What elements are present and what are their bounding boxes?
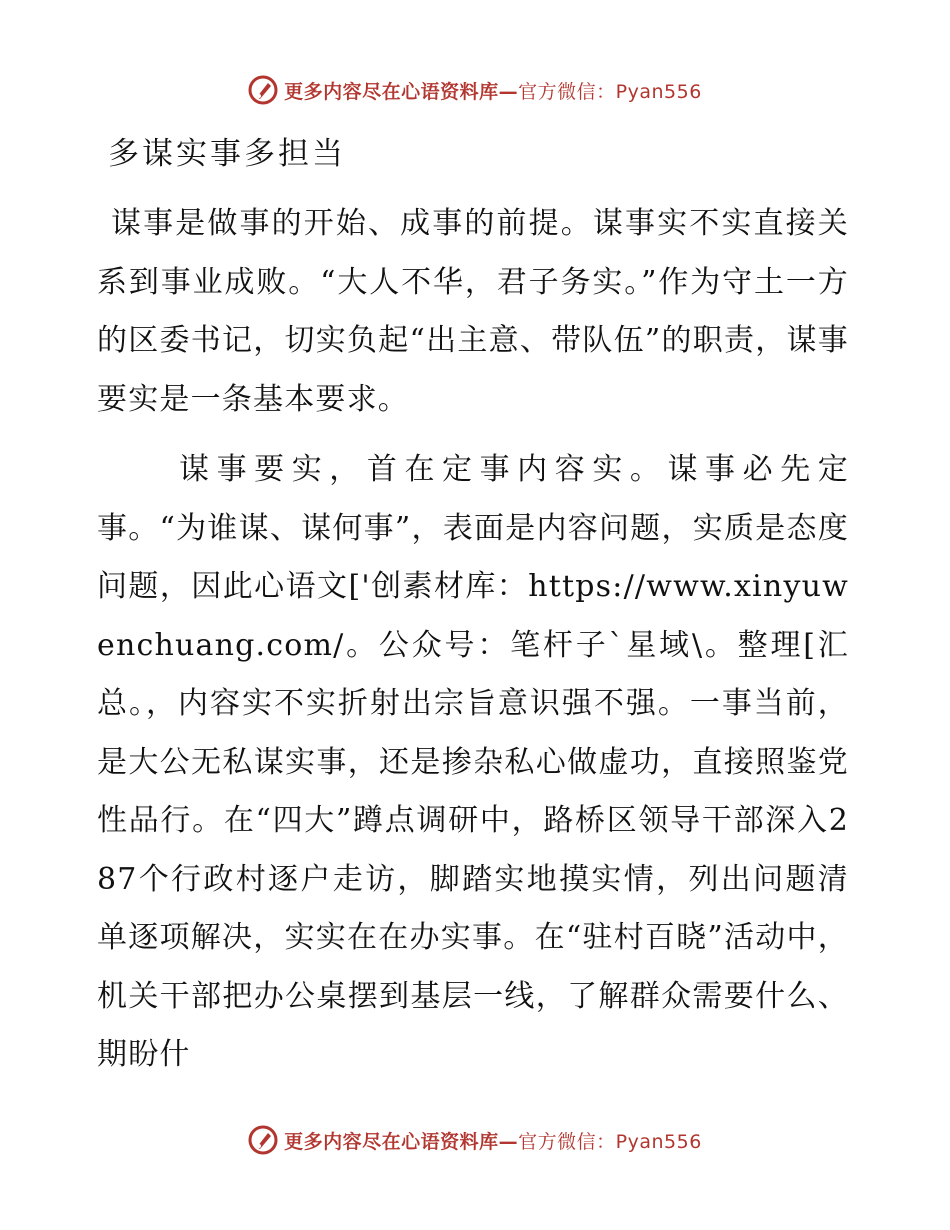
- footer-banner: [0, 1120, 950, 1160]
- footer-banner-text: 更多内容尽在心语资料库—官方微信：Pyan556: [284, 1130, 702, 1153]
- pen-nib-logo-icon: [248, 75, 278, 105]
- paragraph-2: 谋事要实，首在定事内容实。谋事必先定事。“为谁谋、谋何事”，表面是内容问题，实质是态度问题，因此心语文['创素材库：https://www.xinyuwenchuang.com/。公众号：笔杆子`星域\。整理[汇总。，内容实不实折射出宗旨意识强不强。一事当前，是大公无私谋实事，还是掺杂私心做虚功，直接照鉴党性品行。在“四大”蹲点调研中，路桥区领导干部深入287个行政村逐户走访，脚踏实地摸实情，列出问题清单逐项解决，实实在在办实事。在“驻村百晓”活动中，机关干部把办公桌摆到基层一线，了解群众需要什么、期盼什: [97, 452, 849, 1072]
- header-banner-contact: 官方微信：Pyan556: [518, 80, 702, 103]
- footer-banner-contact: 官方微信：Pyan556: [518, 1130, 702, 1153]
- header-banner: [0, 70, 950, 110]
- footer-banner-content: [248, 1125, 702, 1155]
- header-banner-text: 更多内容尽在心语资料库—官方微信：Pyan556: [284, 80, 702, 103]
- document-title: 多谋实事多担当: [108, 136, 346, 172]
- document-body: [97, 195, 849, 1085]
- header-banner-content: [248, 75, 702, 105]
- paragraph-1: 谋事是做事的开始、成事的前提。谋事实不实直接关系到事业成败。“大人不华，君子务实。”作为守土一方的区委书记，切实负起“出主意、带队伍”的职责，谋事要实是一条基本要求。: [97, 206, 849, 417]
- pen-nib-logo-icon: [248, 1125, 278, 1155]
